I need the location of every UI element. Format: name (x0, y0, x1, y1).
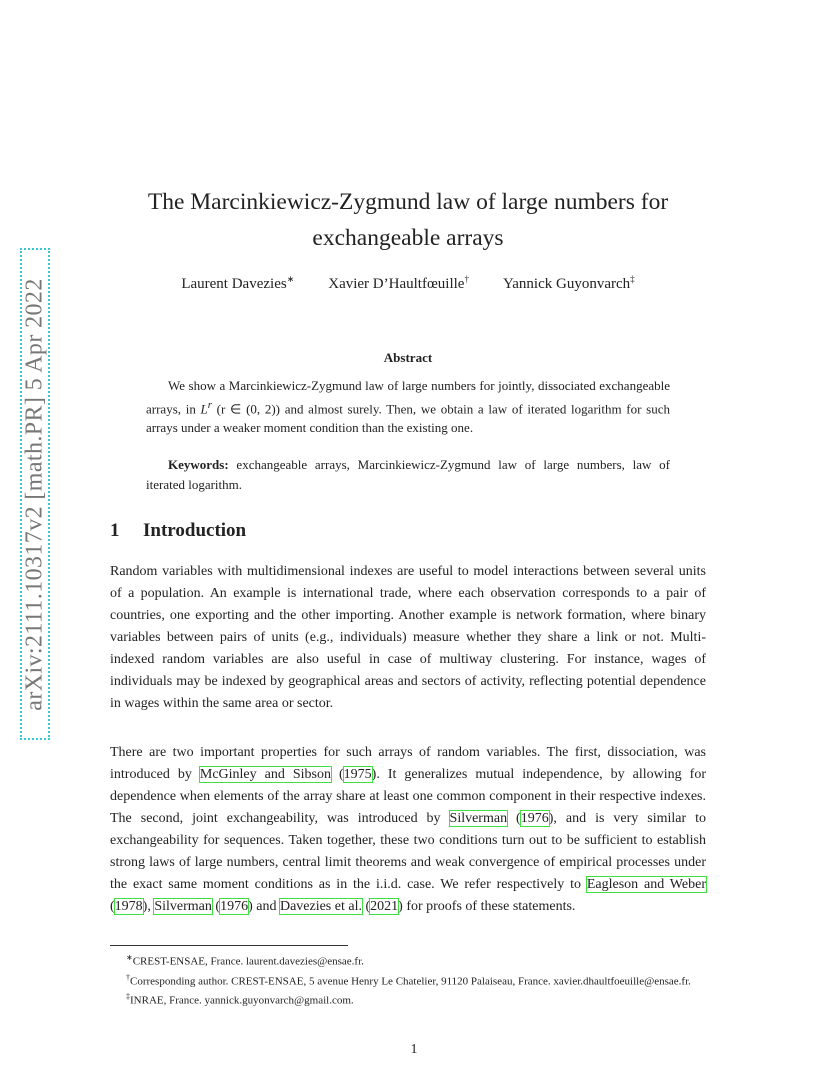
citation-year-1978[interactable]: 1978 (114, 899, 143, 914)
author-list (110, 274, 706, 293)
footnote-1: ∗CREST-ENSAE, France. laurent.davezies@ensae.fr. (126, 953, 364, 968)
citation-davezies-et-al[interactable]: Davezies et al. (279, 899, 362, 914)
footnote-2: †Corresponding author. CREST-ENSAE, 5 avenue Henry Le Chatelier, 91120 Palaiseau, France. xavier.dhaultfoeuille@ensae.fr. (126, 972, 691, 988)
author-dhaultfoeuille: Xavier D’Haultfœuille† (328, 274, 469, 292)
citation-silverman[interactable]: Silverman (154, 899, 212, 914)
intro-paragraph-1: Random variables with multidimensional indexes are useful to model interactions between several units of a population. An example is international trade, where each observation corresponds to a pair of countries, one exporting and the other importing. Another example is network formation, where binary variables between pairs of units (e.g., individuals) measure whether they share a link or not. Multi-indexed random variables are also useful in case of multiway clustering. For instance, wages of individuals may be indexed by geographical areas and sectors of activity, reflecting potential dependence in wages within the same area or sector. (110, 564, 706, 711)
abstract-text: We show a Marcinkiewicz-Zygmund law of large numbers for jointly, dissociated exchangeable arrays, in $L^r$ (r ∈ (0, 2)) and almost surely. Then, we obtain a law of iterated logarithm for such arrays under a weaker moment condition than the existing one. (146, 378, 670, 436)
author-footnote-mark[interactable]: † (464, 274, 469, 284)
author-footnote-mark[interactable]: ∗ (286, 274, 295, 284)
arxiv-stamp-text: arXiv:2111.10317v2 [math.PR] 5 Apr 2022 (21, 277, 48, 711)
arxiv-stamp-link[interactable] (20, 248, 50, 740)
keywords-text: exchangeable arrays, Marcinkiewicz-Zygmund law of large numbers, law of iterated logarithm. (146, 457, 670, 492)
citation-year-1976[interactable]: 1976 (520, 811, 549, 826)
title-line-1: The Marcinkiewicz-Zygmund law of large numbers for (147, 189, 669, 215)
page-number: 1 (410, 1042, 418, 1057)
footnotes (110, 950, 706, 1009)
citation-year-2021[interactable]: 2021 (370, 899, 399, 914)
citation-silverman[interactable]: Silverman (449, 811, 508, 826)
citation-year-1976[interactable]: 1976 (220, 899, 249, 914)
footnote-3: ‡INRAE, France. yannick.guyonvarch@gmail.com. (126, 992, 354, 1007)
abstract-heading: Abstract (383, 350, 433, 365)
paper-title (110, 184, 706, 256)
intro-paragraph-2: There are two important properties for such arrays of random variables. The first, dissociation, was introduced by McGinley and Sibson (1975). It generalizes mutual independence, by allowing for dependence when elements of the array share at least one common component in their respective indexes. The second, joint exchangeability, was introduced by Silverman (1976), and is very similar to exchangeability for sequences. Taken together, these two conditions turn out to be sufficient to establish strong laws of large numbers, central limit theorems and weak convergence of empirical processes under the exact same moment conditions as in the i.i.d. case. We refer respectively to Eagleson and Weber (1978), Silverman (1976) and Davezies et al. (2021) for proofs of these statements. (110, 745, 707, 914)
author-guyonvarch: Yannick Guyonvarch‡ (502, 274, 635, 292)
title-line-2: exchangeable arrays (312, 225, 504, 251)
citation-year-1975[interactable]: 1975 (343, 767, 372, 782)
author-footnote-mark[interactable]: ‡ (630, 274, 635, 284)
keywords (146, 455, 670, 494)
author-davezies: Laurent Davezies∗ (181, 274, 295, 292)
section-title: Introduction (143, 520, 247, 541)
footnote-divider (110, 945, 348, 946)
section-number: 1 (110, 520, 120, 541)
keywords-label: Keywords: (168, 457, 229, 472)
citation-eagleson-weber[interactable]: Eagleson and Weber (586, 877, 706, 892)
section-heading (110, 520, 246, 542)
citation-mcginley-sibson[interactable]: McGinley and Sibson (199, 767, 331, 782)
